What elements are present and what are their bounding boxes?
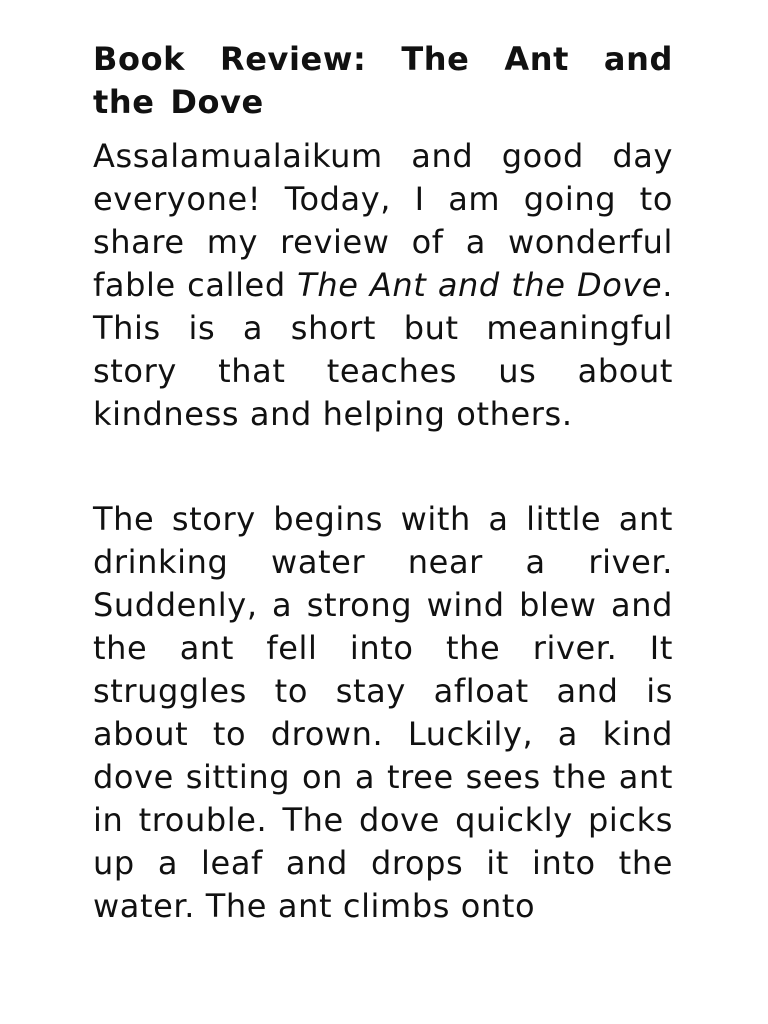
book-title-italic: The Ant and the Dove — [297, 266, 663, 304]
story-paragraph: The story begins with a little ant drinking water near a river. Suddenly, a strong wind blew and the ant fell into the river. It struggles to stay afloat and is about to drown. Luckily, a kind dove sitting on a tree sees the ant in trouble. The dove quickly picks up a leaf and drops it into the water. The ant climbs onto — [93, 500, 673, 925]
intro-paragraph — [93, 135, 673, 436]
intro-text-before-title: Assalamualaikum and good day everyone! Today, I am going to share my review of a wonderful fable called — [93, 137, 673, 304]
document-body — [93, 38, 673, 928]
intro-text-after-title: . This is a short but meaningful story that teaches us about kindness and helping others. — [93, 266, 673, 433]
page-title: Book Review: The Ant and the Dove — [93, 40, 673, 121]
